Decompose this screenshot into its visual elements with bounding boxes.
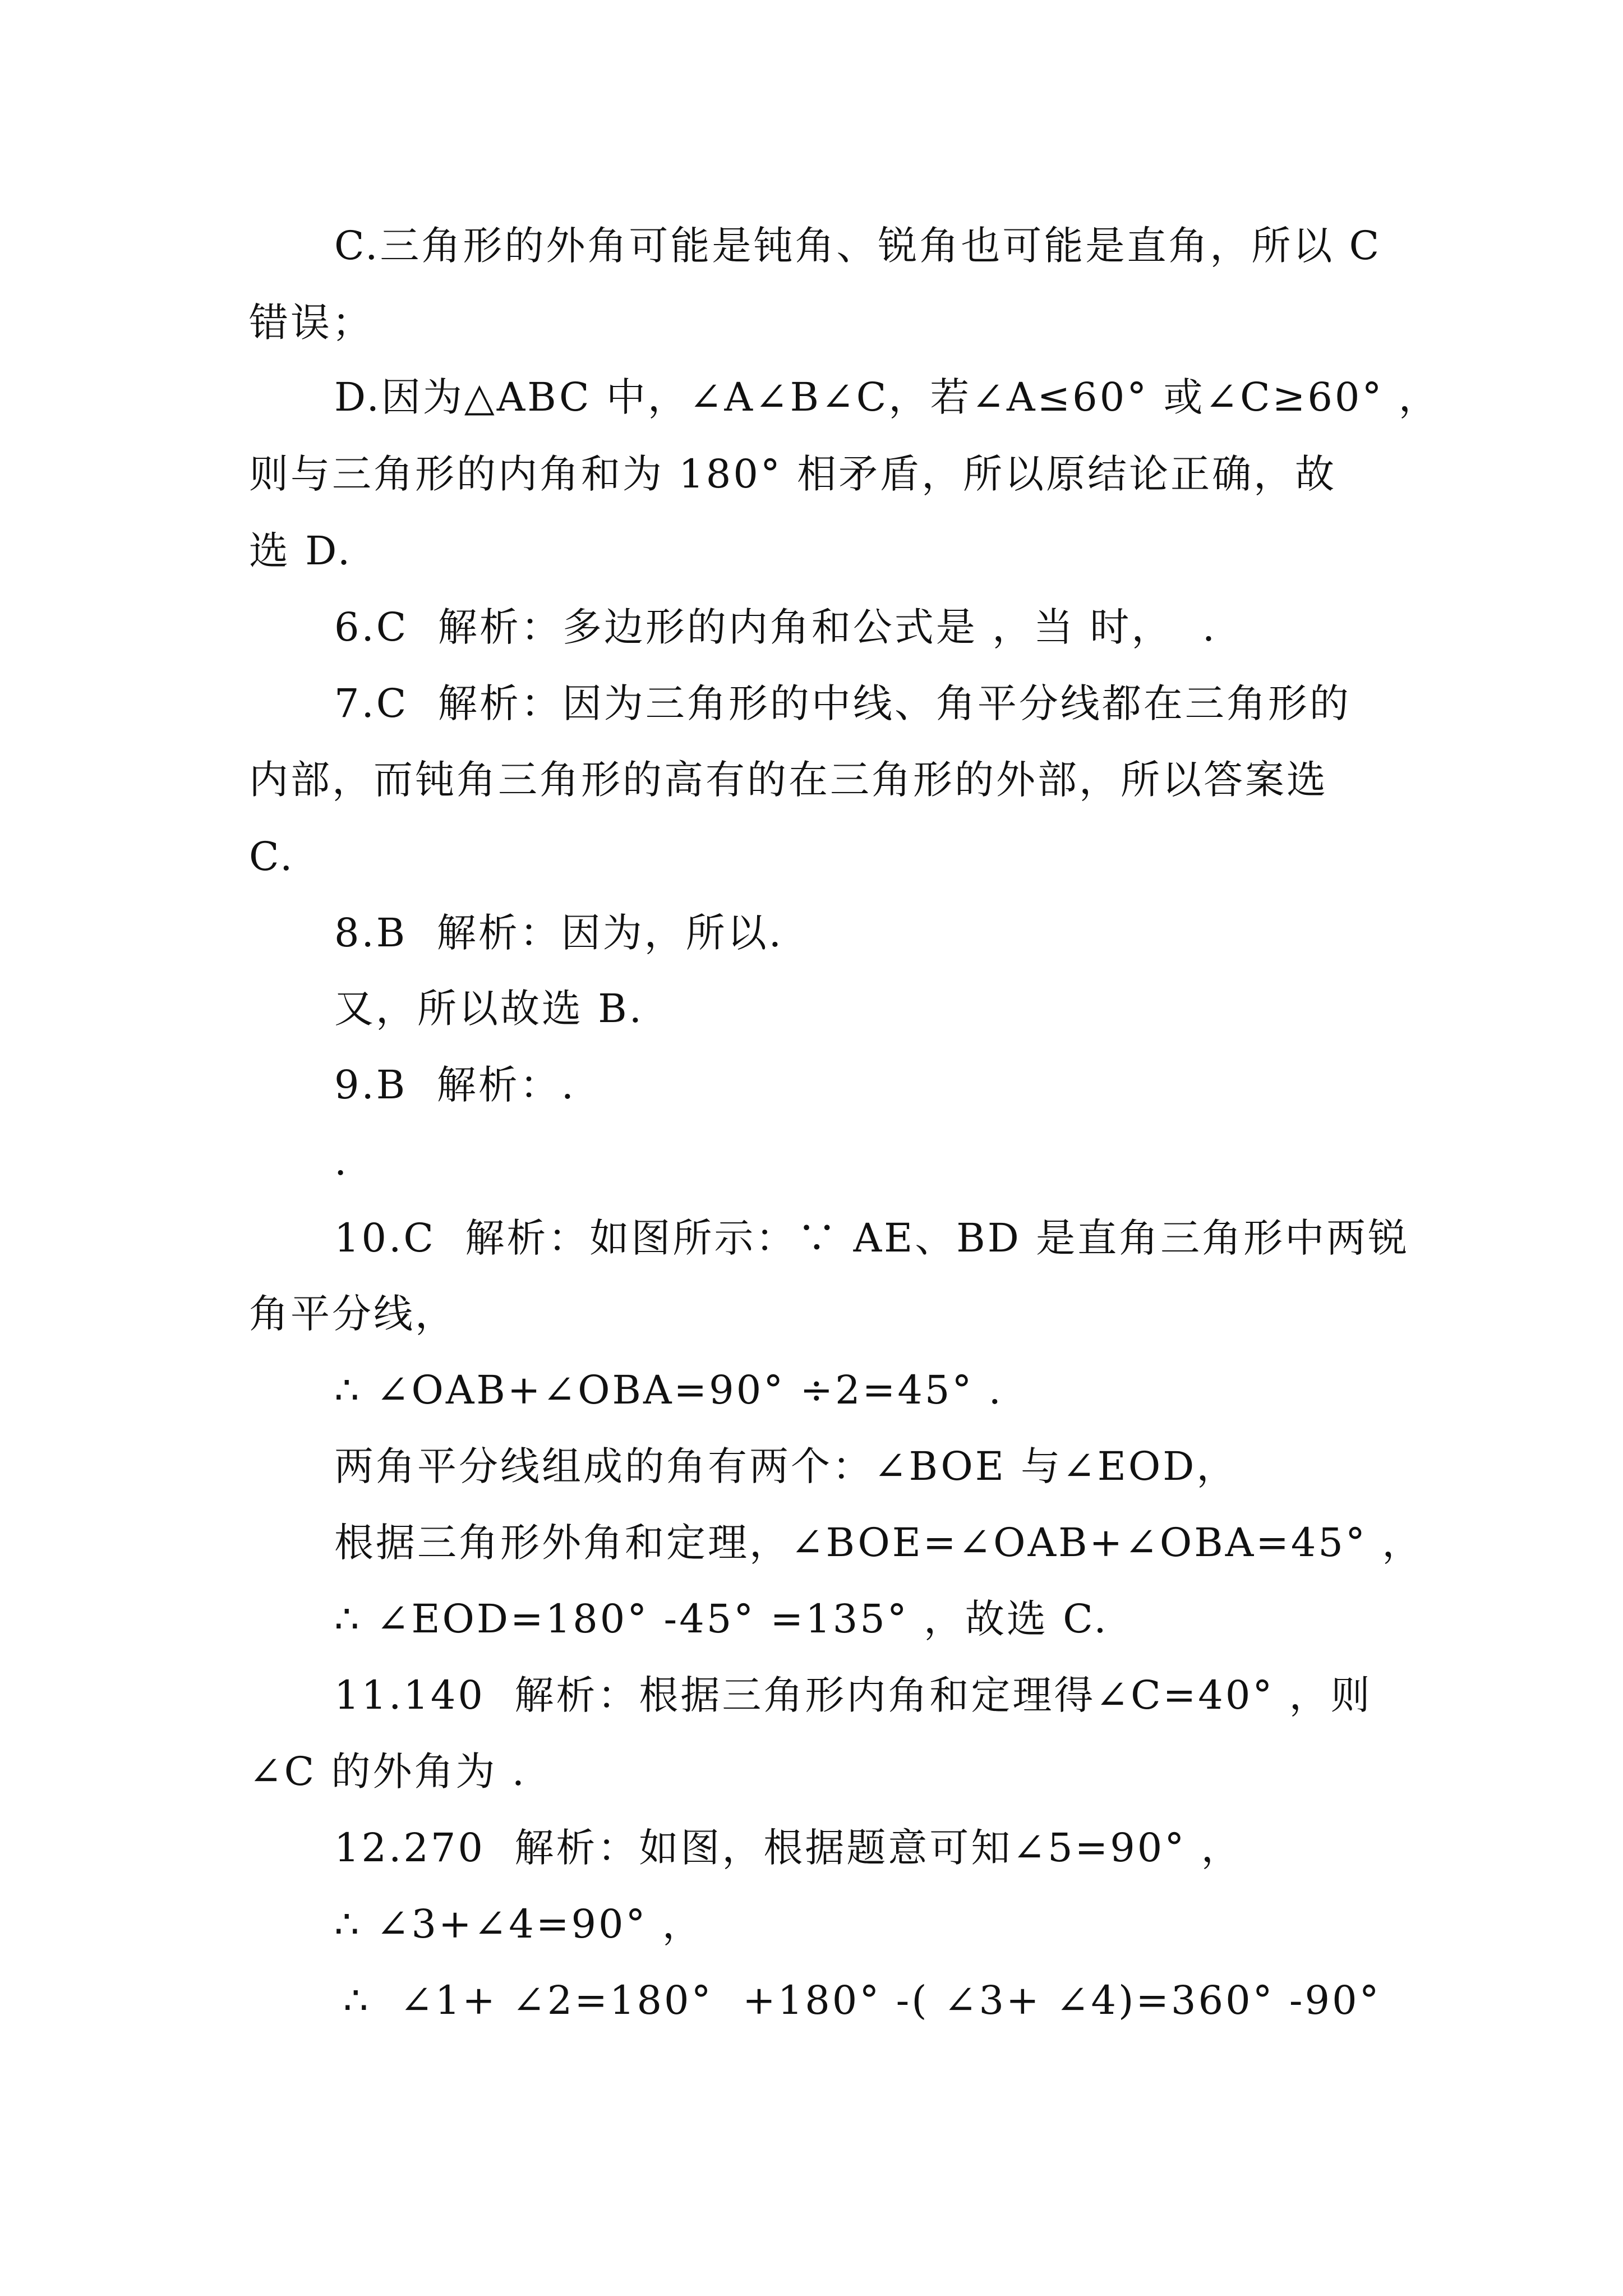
text-line: 10.C 解析：如图所示：∵ AE、BD 是直角三角形中两锐 — [334, 1215, 1410, 1261]
text-line: D.因为△ABC 中，∠A∠B∠C，若∠A≤60° 或∠C≥60° ， — [334, 374, 1440, 420]
text-line: 7.C 解析：因为三角形的中线、角平分线都在三角形的 — [334, 680, 1351, 726]
text-line: 又，所以故选 B. — [334, 986, 644, 1032]
text-line: 根据三角形外角和定理，∠BOE=∠OAB+∠OBA=45° ， — [334, 1520, 1424, 1566]
text-line: 两角平分线组成的角有两个：∠BOE 与∠EOD， — [334, 1443, 1238, 1489]
text-line: 内部，而钝角三角形的高有的在三角形的外部，所以答案选 — [249, 757, 1328, 803]
text-line: 12.270 解析：如图，根据题意可知∠5=90° ， — [334, 1825, 1243, 1871]
text-line: 角平分线， — [249, 1291, 457, 1337]
text-line: 错误； — [249, 300, 374, 346]
text-line: ∴ ∠EOD=180° -45° =135° ，故选 C. — [334, 1596, 1109, 1642]
text-line: 6.C 解析：多边形的内角和公式是 ，当 时， . — [334, 604, 1218, 650]
text-line: . — [334, 1138, 349, 1184]
text-line: ∴ ∠3+∠4=90° ， — [334, 1901, 704, 1947]
text-line: 选 D. — [249, 528, 353, 574]
text-line: 8.B 解析：因为，所以. — [334, 910, 783, 956]
text-line: C.三角形的外角可能是钝角、锐角也可能是直角，所以 C — [334, 223, 1382, 269]
text-line: ∠C 的外角为 . — [249, 1749, 527, 1795]
text-line: 则与三角形的内角和为 180° 相矛盾，所以原结论正确，故 — [249, 451, 1337, 497]
text-line: C. — [249, 834, 295, 880]
text-line: ∴ ∠1+ ∠2=180° +180° -( ∠3+ ∠4)=360° -90° — [343, 1977, 1381, 2023]
text-line: ∴ ∠OAB+∠OBA=90° ÷2=45° . — [334, 1367, 1003, 1413]
text-line: 9.B 解析：. — [334, 1062, 576, 1108]
text-line: 11.140 解析：根据三角形内角和定理得∠C=40° ，则 — [334, 1672, 1372, 1718]
